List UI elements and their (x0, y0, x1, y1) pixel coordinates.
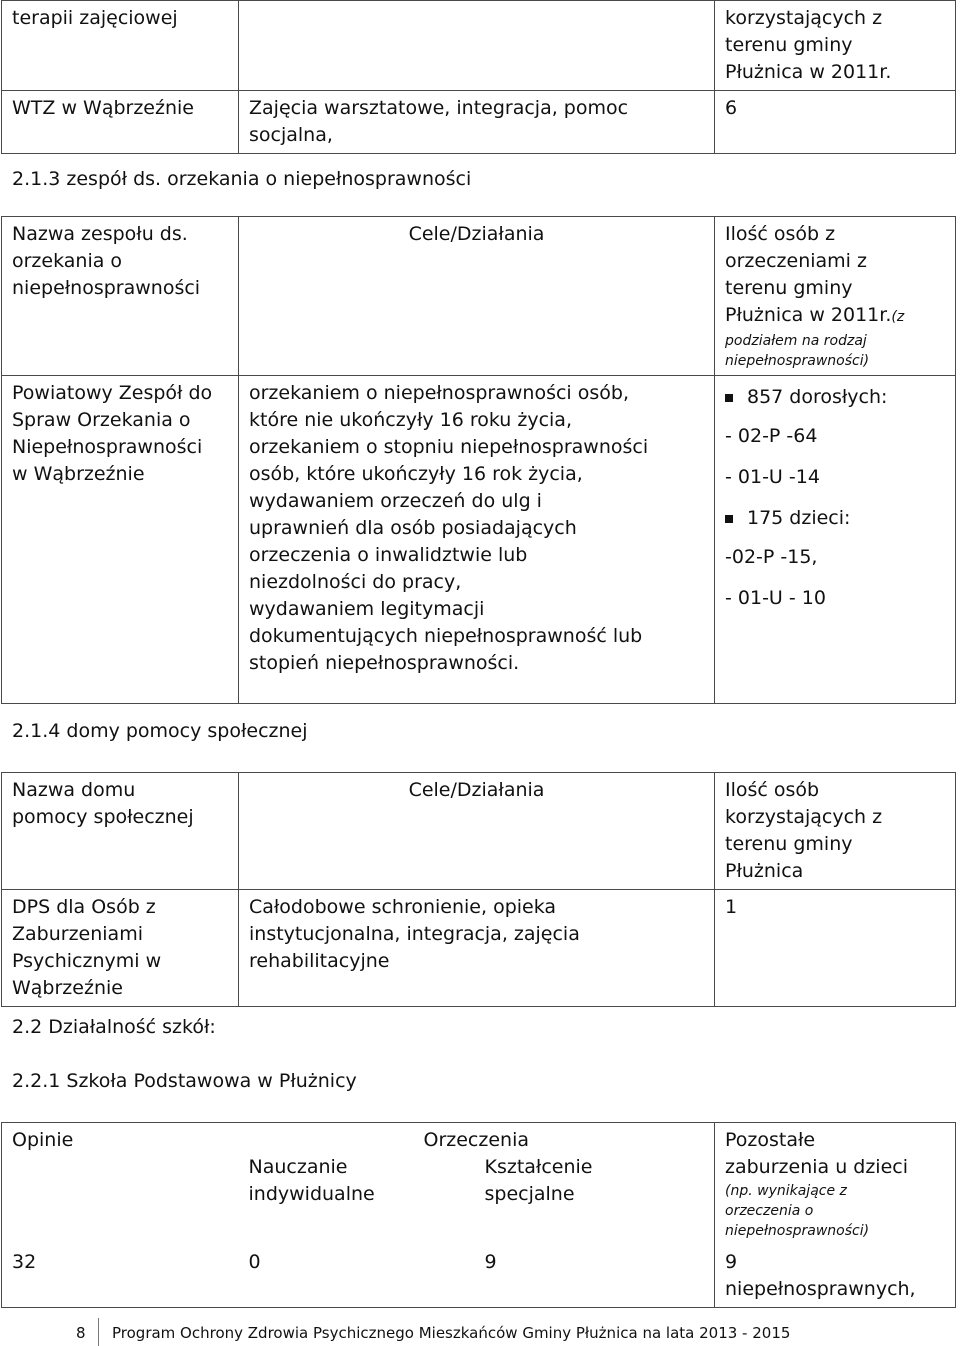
wtz-cell-2 (239, 1, 715, 91)
wtz-activities-cell: Zajęcia warsztatowe, integracja, pomoc socjalna, (239, 91, 715, 154)
wtz-cell-1: terapii zajęciowej (2, 1, 239, 91)
dps-body-name: DPS dla Osób z Zaburzeniami Psychicznymi w Wąbrzeźnie (2, 890, 239, 1007)
footer-text: Program Ochrony Zdrowia Psychicznego Mieszkańców Gminy Płużnica na lata 2013 - 2015 (112, 1324, 791, 1342)
square-bullet-icon (725, 515, 733, 523)
section-214-heading: 2.1.4 domy pomocy społecznej (12, 720, 308, 742)
orzekanie-body-count: 857 dorosłych: - 02-P -64 - 01-U -14 175 dzieci: -02-P -15, - 01-U - 10 (715, 376, 956, 704)
section-213-heading: 2.1.3 zespół ds. orzekania o niepełnosprawności (12, 168, 472, 190)
dps-body-count: 1 (715, 890, 956, 1007)
page-number: 8 (76, 1324, 86, 1342)
orzeczenia-values-subtable (249, 1249, 705, 1276)
school-header-orzeczenia: Orzeczenia Nauczanie indywidualne Kształcenie specjalne (239, 1123, 715, 1246)
bullet-adults: 857 dorosłych: (725, 384, 945, 411)
school-values-orzeczenia (239, 1245, 715, 1308)
dps-header-count: Ilość osób korzystających z terenu gminy Płużnica (715, 773, 956, 890)
dps-table (1, 772, 956, 1007)
wtz-count-cell: 6 (715, 91, 956, 154)
orzekanie-header-goals: Cele/Działania (239, 217, 715, 376)
footer-divider (98, 1318, 99, 1346)
orzekanie-table (1, 216, 956, 704)
page-footer (0, 1316, 960, 1346)
wtz-table (1, 0, 956, 154)
school-header-pozostale: Pozostałe zaburzenia u dzieci (np. wynikające z orzeczenia o niepełnosprawności) (715, 1123, 956, 1246)
school-header-opinie: Opinie (2, 1123, 239, 1246)
wtz-cell-3: korzystających z terenu gminy Płużnica w 2011r. (715, 1, 956, 91)
school-value-ksztalcenie: 9 (484, 1251, 497, 1273)
dps-body-goals: Całodobowe schronienie, opieka instytucjonalna, integracja, zajęcia rehabilitacyjne (239, 890, 715, 1007)
school-header-nauczanie: Nauczanie indywidualne (248, 1156, 375, 1205)
orzeczenia-subtable (249, 1154, 705, 1208)
school-value-opinie: 32 (2, 1245, 239, 1308)
dps-header-goals: Cele/Działania (239, 773, 715, 890)
school-table (1, 1122, 956, 1308)
section-221-heading: 2.2.1 Szkoła Podstawowa w Płużnicy (12, 1070, 357, 1092)
school-value-nauczanie: 0 (248, 1251, 261, 1273)
orzekanie-header-count: Ilość osób z orzeczeniami z terenu gminy Płużnica w 2011r.(z podziałem na rodzaj niepełnosprawności) (715, 217, 956, 376)
orzekanie-header-name: Nazwa zespołu ds. orzekania o niepełnosprawności (2, 217, 239, 376)
orzekanie-body-goals: orzekaniem o niepełnosprawności osób, które nie ukończyły 16 roku życia, orzekaniem o stopniu niepełnosprawności osób, które ukończyły 16 rok życia, wydawaniem orzeczeń do ulg i uprawnień dla osób posiadających orzeczenia o inwalidztwie lub niezdolności do pracy, wydawaniem legitymacji dokumentujących niepełnosprawność lub stopień niepełnosprawności. (239, 376, 715, 704)
orzekanie-body-name: Powiatowy Zespół do Spraw Orzekania o Niepełnosprawności w Wąbrzeźnie (2, 376, 239, 704)
school-value-pozostale: 9 niepełnosprawnych, (715, 1245, 956, 1308)
school-header-ksztalcenie: Kształcenie specjalne (484, 1156, 593, 1205)
square-bullet-icon (725, 394, 733, 402)
section-22-heading: 2.2 Działalność szkół: (12, 1016, 216, 1038)
dps-header-name: Nazwa domu pomocy społecznej (2, 773, 239, 890)
wtz-name-cell: WTZ w Wąbrzeźnie (2, 91, 239, 154)
bullet-children: 175 dzieci: (725, 505, 945, 532)
